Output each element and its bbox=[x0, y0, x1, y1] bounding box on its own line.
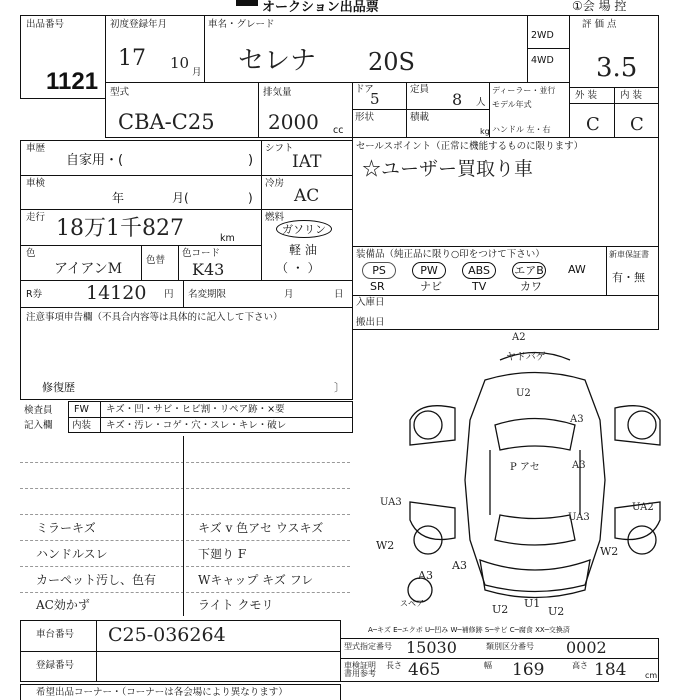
model-year-label: モデル年式 bbox=[492, 100, 532, 109]
score: 3.5 bbox=[596, 53, 638, 83]
fuel-gasoline: ガソリン bbox=[282, 223, 326, 236]
doors-value: 5 bbox=[370, 90, 380, 108]
color-value: アイアンM bbox=[54, 261, 123, 277]
header-brand: オークション出品票 bbox=[262, 0, 379, 14]
capacity-value: 8 bbox=[452, 90, 463, 109]
handle-label: ハンドル 左・右 bbox=[492, 125, 551, 134]
capacity-label: 定員 bbox=[410, 84, 430, 95]
car-grade: 20S bbox=[368, 48, 415, 76]
dmg-w2-right: W2 bbox=[600, 545, 619, 558]
corner-label: 希望出品コーナー・（コーナーは各会場により異なります） bbox=[36, 687, 288, 698]
displacement-value: 2000 bbox=[268, 110, 319, 134]
svg-text:UA2: UA2 bbox=[632, 502, 654, 513]
first-reg-month: 10 bbox=[170, 54, 190, 72]
equip-label: 装備品（純正品に限り○印をつけて下さい） bbox=[356, 249, 545, 260]
interior-label: 内 装 bbox=[620, 90, 643, 101]
person-unit: 人 bbox=[476, 97, 486, 108]
dmg-u1-rear: U1 bbox=[524, 597, 541, 610]
legend-inspector: 検査員 bbox=[24, 405, 53, 416]
recycle-value: 14120 bbox=[86, 282, 147, 304]
svg-text:A3: A3 bbox=[572, 460, 586, 471]
svg-text:UA3: UA3 bbox=[380, 497, 402, 508]
arrival-box bbox=[352, 295, 659, 330]
height-label: 高さ bbox=[572, 661, 588, 670]
equip-pw: PW bbox=[412, 262, 446, 279]
chassis-value: C25-036264 bbox=[108, 624, 226, 646]
equip-tv: TV bbox=[472, 280, 487, 293]
aircon-value: AC bbox=[294, 186, 320, 206]
model-cert-label: 型式指定番号 bbox=[344, 642, 392, 651]
equip-aw: AW bbox=[568, 263, 586, 276]
load-label: 積載 bbox=[410, 112, 430, 123]
class-label: 類別区分番号 bbox=[486, 642, 534, 651]
dmg-u2-rear: U2 bbox=[492, 603, 509, 616]
class-value: 0002 bbox=[566, 638, 607, 657]
length-label: 長さ bbox=[386, 661, 402, 670]
shift-label: シフト bbox=[265, 143, 294, 154]
legend-entry: 記入欄 bbox=[24, 420, 53, 431]
drive-4wd: 4WD bbox=[531, 55, 554, 66]
width-value: 169 bbox=[512, 660, 545, 680]
width-label: 幅 bbox=[484, 661, 492, 670]
dealer-label: ディーラー・並行 bbox=[492, 86, 556, 95]
note-5: キズ v 色アセ ウスキズ bbox=[198, 521, 324, 535]
reg-label: 登録番号 bbox=[36, 660, 75, 671]
score-label: 評 価 点 bbox=[582, 19, 617, 30]
yen-unit: 円 bbox=[164, 289, 174, 300]
type-label: 型式 bbox=[110, 87, 130, 98]
dmg-w2-left: W2 bbox=[376, 539, 395, 552]
dmg-a3-bottom: A3 bbox=[452, 559, 467, 572]
note-8: ライト クモリ bbox=[198, 598, 274, 612]
fuel-label: 燃料 bbox=[265, 212, 285, 223]
equip-abs: ABS bbox=[462, 262, 496, 279]
damage-legend: A─キズ E─エクボ U─凹み W─補修跡 S─サビ C─腐食 XX─交換済 bbox=[368, 626, 570, 634]
legend-int: キズ・汚レ・コゲ・穴・スレ・キレ・破レ bbox=[106, 420, 287, 431]
header-logo bbox=[236, 0, 258, 6]
inspection-label: 車検 bbox=[26, 178, 46, 189]
mileage-label: 走行 bbox=[26, 212, 46, 223]
color-code-label: 色コード bbox=[182, 248, 221, 259]
note-1: ミラーキズ bbox=[36, 521, 96, 535]
equip-ps: PS bbox=[362, 262, 396, 279]
chassis-label: 車台番号 bbox=[36, 629, 75, 640]
interior-score: C bbox=[630, 114, 644, 135]
shape-label: 形状 bbox=[355, 112, 375, 123]
km-unit: km bbox=[220, 233, 235, 244]
sales-point-label: セールスポイント（正常に機能するものに限ります） bbox=[356, 141, 584, 152]
dmg-u2-rear-right: U2 bbox=[548, 605, 565, 618]
color-label: 色 bbox=[26, 248, 36, 259]
note-2: ハンドルスレ bbox=[36, 547, 108, 561]
color-swap-label: 色替 bbox=[146, 255, 166, 266]
warranty-value: 有・無 bbox=[612, 271, 645, 284]
venue-code: ①会 場 控 bbox=[572, 0, 627, 13]
equip-navi: ナビ bbox=[420, 280, 442, 293]
first-reg-label: 初度登録年月 bbox=[110, 19, 168, 30]
car-name-label: 車名・グレード bbox=[208, 19, 275, 30]
use-box bbox=[20, 140, 262, 176]
equip-airbag: エアB bbox=[512, 262, 546, 279]
lot-number: 1121 bbox=[46, 68, 99, 95]
drive-box bbox=[527, 15, 570, 83]
aircon-label: 冷房 bbox=[265, 178, 285, 189]
name-change-month: 月 bbox=[284, 289, 294, 300]
first-reg-month-unit: 月 bbox=[192, 67, 202, 78]
inspection-month-unit: 月( bbox=[172, 191, 189, 205]
equip-leather: カワ bbox=[520, 280, 542, 293]
name-change-label: 名変期限 bbox=[188, 289, 227, 300]
exterior-label: 外 装 bbox=[575, 90, 598, 101]
svg-text:A3: A3 bbox=[570, 414, 584, 425]
doors-label: ドア bbox=[355, 84, 374, 95]
first-reg-year: 17 bbox=[118, 46, 146, 71]
ship-label: 搬出日 bbox=[356, 317, 385, 328]
svg-text:P アセ: P アセ bbox=[510, 462, 540, 473]
note-7: Wキャップ キズ フレ bbox=[198, 573, 314, 587]
cc-unit: cc bbox=[333, 125, 344, 136]
car-name: セレナ bbox=[238, 46, 317, 76]
svg-text:ヤドバゲ: ヤドバゲ bbox=[506, 352, 546, 363]
kg-unit: kg bbox=[480, 127, 490, 136]
cm-unit: cm bbox=[645, 671, 658, 680]
arrival-label: 入庫日 bbox=[356, 297, 385, 308]
displacement-label: 排気量 bbox=[263, 87, 292, 98]
sales-point-box bbox=[352, 137, 659, 247]
mileage-value: 18万1千827 bbox=[56, 216, 184, 241]
repair-label: 修復歴 bbox=[42, 381, 75, 394]
exterior-score: C bbox=[586, 114, 600, 135]
note-4: AC効かず bbox=[36, 598, 90, 612]
use-label: 車歴 bbox=[26, 143, 46, 154]
inspection-year-unit: 年 bbox=[112, 191, 125, 205]
cert-label: 車検証明書用参考 bbox=[344, 661, 376, 678]
use-value: 自家用・( bbox=[66, 153, 124, 168]
model-cert-value: 15030 bbox=[406, 638, 457, 657]
dmg-a3-lower: A3 bbox=[418, 569, 433, 582]
note-3: カーペット汚し、色有 bbox=[36, 573, 157, 587]
notes-label: 注意事項申告欄（不具合内容等は具体的に記入して下さい） bbox=[26, 312, 283, 323]
type-value: CBA-C25 bbox=[118, 110, 215, 134]
drive-2wd: 2WD bbox=[531, 30, 554, 41]
inspection-box bbox=[20, 175, 262, 210]
equip-sr: SR bbox=[370, 280, 385, 293]
legend-ext-cell: FW bbox=[74, 404, 89, 415]
sales-point-value: ☆ユーザー買取り車 bbox=[362, 158, 534, 180]
shift-value: IAT bbox=[292, 152, 322, 172]
lot-number-label: 出品番号 bbox=[26, 19, 65, 30]
svg-text:UA3: UA3 bbox=[568, 512, 590, 523]
spare-label: スペア bbox=[400, 599, 424, 608]
svg-text:U2: U2 bbox=[516, 388, 531, 399]
svg-text:A2: A2 bbox=[512, 332, 526, 343]
length-value: 465 bbox=[408, 660, 441, 680]
legend-ext: キズ・凹・サビ・ヒビ割・リペア跡・×要 bbox=[106, 404, 285, 415]
legend-int-cell: 内装 bbox=[72, 420, 92, 431]
note-6: 下廻り F bbox=[198, 547, 247, 561]
color-code: K43 bbox=[192, 260, 225, 279]
height-value: 184 bbox=[594, 660, 627, 680]
warranty-label: 新車保証書 bbox=[609, 250, 649, 259]
recycle-label: R券 bbox=[26, 289, 43, 300]
fuel-diesel: 軽 油 bbox=[289, 243, 317, 257]
name-change-day: 日 bbox=[334, 289, 344, 300]
